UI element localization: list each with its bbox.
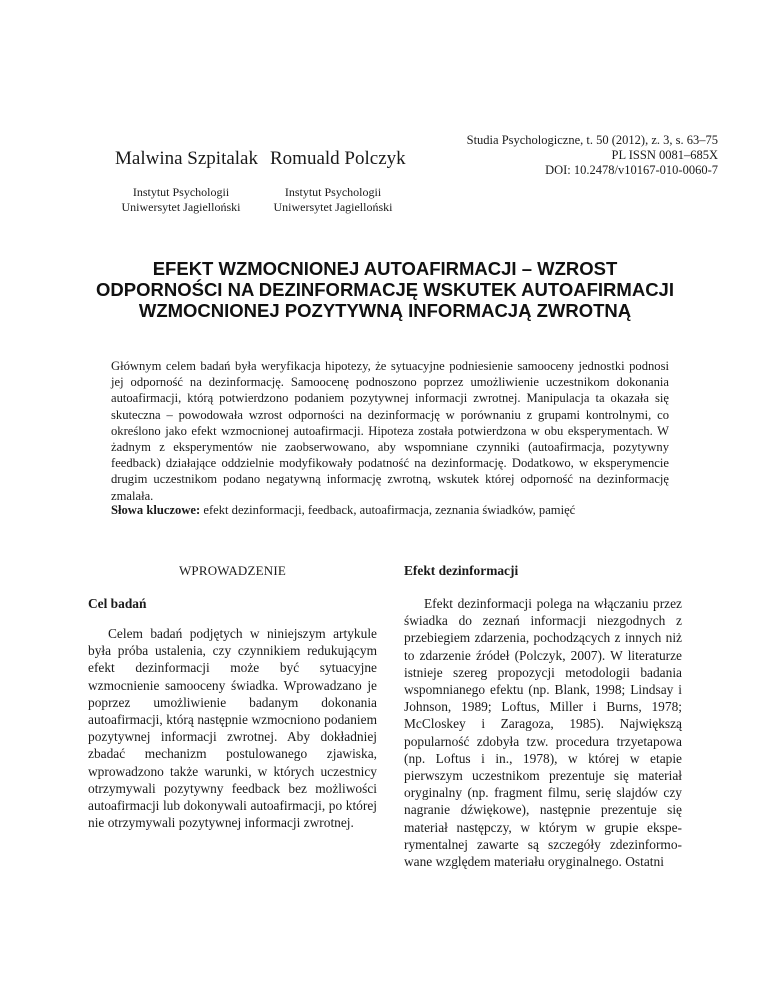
affiliation-institute: Instytut Psychologii — [284, 185, 382, 199]
affiliation-institute: Instytut Psychologii — [132, 185, 230, 199]
keywords — [111, 502, 671, 518]
title-line-2: ODPORNOŚCI NA DEZINFORMACJĘ WSKUTEK AUTOAFIRMACJI — [96, 279, 674, 300]
abstract: Głównym celem badań była weryfikacja hipotezy, że sytuacyjne podniesienie samooceny jednostki podnosi jej odporność na dezinformację. Samoocenę podnoszono poprzez umożliwienie uczestnikom dokonania autoafirmacji, którą potwierdzono podaniem pozytywnej informacji zwrotnej. Manipulacja ta okazała się skuteczna – powodowała wzrost odporności na dezinformację w porównaniu z grupami kontrolnymi, co określono jako efekt wzmocnionej autoafirmacji. Hipoteza została potwierdzona w obu eksperymentach. W żadnym z eksperymentów nie zaobserwowano, aby wspomniane czynniki (autoafirmacja, pozytywny feedback) działające oddzielnie modyfikowały podatność na dezinformację. Dodatkowo, w eksperymencie drugim uczestnikom podano negatywną informację zwrotną, wskutek której odporność na dezinformację zmalała. — [111, 359, 669, 503]
misinformation-paragraph: Efekt dezinformacji polega na włączaniu przez świadka do zeznań informacji niezgodnych z przebiegiem zdarzenia, pochodzących z innych niż to zdarzenie źródeł (Polczyk, 2007). W literaturze istnieje szereg propozycji metodologii badania wspomnianego efektu (np. Blank, 1998; Lindsay i Johnson, 1989; Loftus, Miller i Burns, 1978; McCloskey i Zaragoza, 1985). Największą popularność zdobyła tzw. procedura trzyetapowa (np. Loftus i in., 1978), w której w etapie pierwszym uczestnikom prezentuje się materiał oryginalny (np. fragment filmu, serię slajdów czy nagranie dźwiękowe), następnie prezentuje się materiał następczy, w którym w grupie eksperymentalnej zawarte są szczegóły zdezinformowane względem materiału oryginalnego. Ostatni — [404, 596, 682, 870]
title-line-1: EFEKT WZMOCNIONEJ AUTOAFIRMACJI – WZROST — [152, 258, 618, 279]
journal-citation: Studia Psychologiczne, t. 50 (2012), z. 3, s. 63–75 — [466, 133, 718, 147]
affiliation-university: Uniwersytet Jagielloński — [121, 200, 241, 214]
goal-paragraph: Celem badań podjętych w niniejszym artykule była próba ustalenia, czy czynnikiem redukującym efekt dezinformacji może być sytuacyjne wzmocnienie samooceny świadka. Wprowadzano je poprzez umożliwienie badanym dokonania autoafirmacji, którą następnie wzmocniono podaniem pozytywnej informacji zwrotnej. Aby dokładniej zbadać mechanizm postulowanego zjawiska, wprowadzono także warunki, w których uczestnicy otrzymywali pozytywny feedback bez możliwości autoafirmacji lub dokonywali autoafirmacji, po której nie otrzymywali pozytywnej informacji zwrotnej. — [88, 626, 377, 831]
journal-issn: PL ISSN 0081–685X — [611, 148, 718, 162]
author-name-1: Malwina Szpitalak — [115, 148, 258, 169]
affiliation-university: Uniwersytet Jagielloński — [273, 200, 393, 214]
keywords-text: efekt dezinformacji, feedback, autoafirmacja, zeznania świadków, pamięć — [200, 503, 576, 517]
author-affiliation-1 — [96, 185, 266, 215]
subsection-heading-misinformation: Efekt dezinformacji — [404, 563, 519, 578]
subsection-heading-goal: Cel badań — [88, 596, 147, 611]
section-heading-introduction: WPROWADZENIE — [178, 563, 287, 578]
article-title — [40, 258, 730, 321]
journal-doi: DOI: 10.2478/v10167-010-0060-7 — [545, 163, 718, 177]
keywords-label: Słowa kluczowe: — [111, 503, 201, 517]
author-name-2: Romuald Polczyk — [270, 148, 406, 169]
title-line-3: WZMOCNIONEJ POZYTYWNĄ INFORMACJĄ ZWROTNĄ — [138, 300, 632, 321]
author-affiliation-2 — [248, 185, 418, 215]
journal-info — [418, 133, 718, 178]
